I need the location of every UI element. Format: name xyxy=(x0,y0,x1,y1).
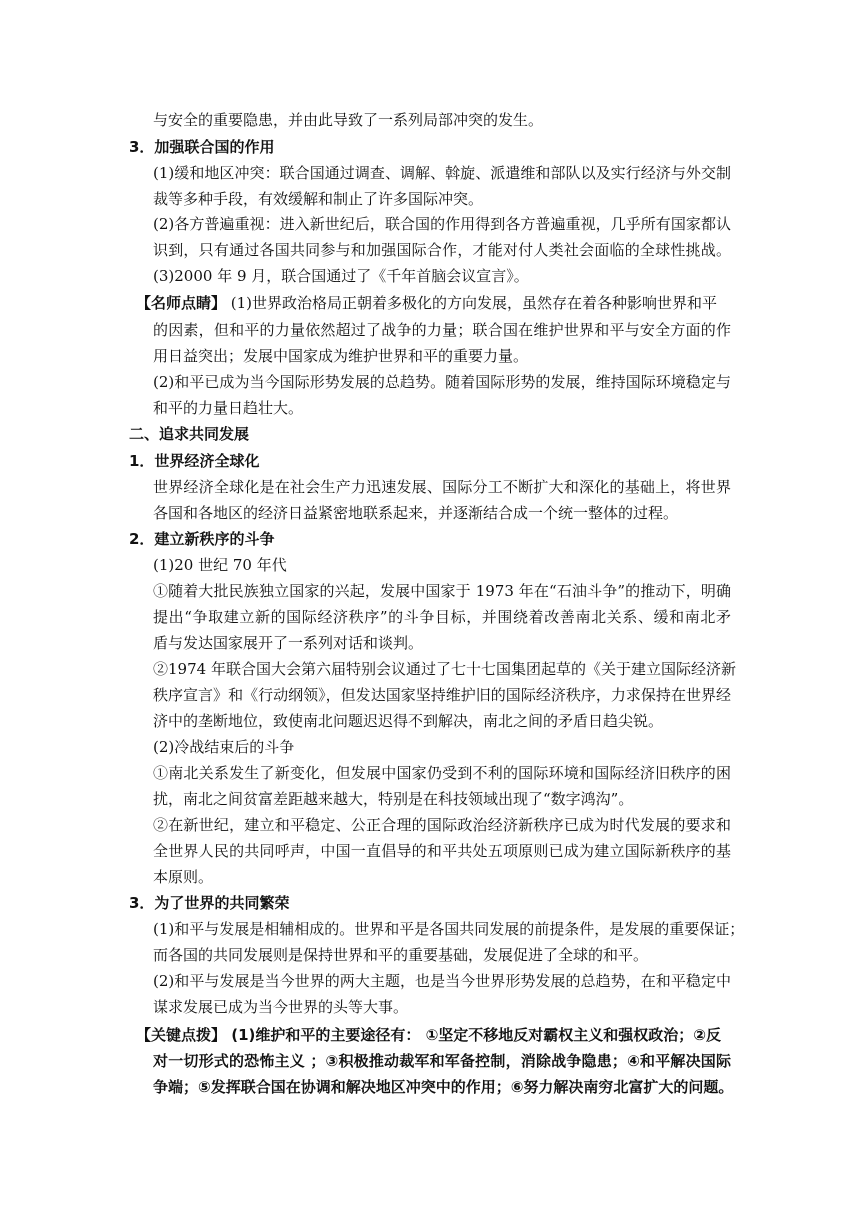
body-text: 各国和各地区的经济日益紧密地联系起来，并逐渐结合成一个统一整体的过程。 xyxy=(153,504,679,522)
section-heading: 3．加强联合国的作用 xyxy=(129,138,275,156)
body-text: 盾与发达国家展开了一系列对话和谈判。 xyxy=(153,634,424,652)
tip-text: (1)世界政治格局正朝着多极化的方向发展，虽然存在着各种影响世界和平 xyxy=(226,294,718,312)
body-text: 秩序宣言》和《行动纲领》，但发达国家坚持维护旧的国际经济秩序，力求保持在世界经 xyxy=(153,686,731,704)
body-text: 世界经济全球化是在社会生产力迅速发展、国际分工不断扩大和深化的基础上，将世界 xyxy=(153,478,731,496)
body-text: 提出“争取建立新的国际经济秩序”的斗争目标，并围绕着改善南北关系、缓和南北矛 xyxy=(153,608,731,626)
key-point-text: 对一切形式的恐怖主义 ；③积极推动裁军和军备控制，消除战争隐患；④和平解决国际 xyxy=(153,1052,731,1070)
tip-label: 【名师点睛】 xyxy=(136,294,227,312)
body-text: 与安全的重要隐患，并由此导致了一系列局部冲突的发生。 xyxy=(153,111,544,129)
body-text: (3)2000 年 9 月，联合国通过了《千年首脑会议宣言》。 xyxy=(153,267,529,285)
key-point-text: 争端；⑤发挥联合国在协调和解决地区冲突中的作用；⑥努力解决南穷北富扩大的问题。 xyxy=(153,1078,734,1096)
body-text: (1)和平与发展是相辅相成的。世界和平是各国共同发展的前提条件，是发展的重要保证； xyxy=(153,920,745,938)
body-text: 扰，南北之间贫富差距越来越大，特别是在科技领域出现了“数字鸿沟”。 xyxy=(153,790,634,808)
key-point-text: (1)维护和平的主要途径有： ①坚定不移地反对霸权主义和强权政治；②反 xyxy=(226,1026,722,1044)
body-text: 用日益突出；发展中国家成为维护世界和平的重要力量。 xyxy=(153,347,529,365)
body-text: 全世界人民的共同呼声，中国一直倡导的和平共处五项原则已成为建立国际新秩序的基 xyxy=(153,842,731,860)
body-text: (2)冷战结束后的斗争 xyxy=(153,738,295,756)
body-text: 的因素，但和平的力量依然超过了战争的力量；联合国在维护世界和平与安全方面的作 xyxy=(153,321,731,339)
key-point-label: 【关键点拨】 xyxy=(136,1026,227,1044)
body-text: 本原则。 xyxy=(153,868,214,886)
body-text: 识到，只有通过各国共同参与和加强国际合作，才能对付人类社会面临的全球性挑战。 xyxy=(153,241,731,259)
body-text: ②1974 年联合国大会第六届特别会议通过了七十七国集团起草的《关于建立国际经济新 xyxy=(153,660,736,678)
body-text: (2)和平已成为当今国际形势发展的总趋势。随着国际形势的发展，维持国际环境稳定与 xyxy=(153,373,731,391)
section-heading: 2．建立新秩序的斗争 xyxy=(129,530,275,548)
body-text: (1)缓和地区冲突：联合国通过调查、调解、斡旋、派遣维和部队以及实行经济与外交制 xyxy=(153,164,731,182)
body-text: 济中的垄断地位，致使南北问题迟迟得不到解决，南北之间的矛盾日趋尖锐。 xyxy=(153,712,664,730)
body-text: 谋求发展已成为当今世界的头等大事。 xyxy=(153,998,409,1016)
body-text: (2)各方普遍重视：进入新世纪后，联合国的作用得到各方普遍重视，几乎所有国家都认 xyxy=(153,215,731,233)
section-heading: 二、追求共同发展 xyxy=(129,425,250,443)
key-point-line xyxy=(136,1025,731,1045)
body-text: 和平的力量日趋壮大。 xyxy=(153,399,304,417)
body-text: ①随着大批民族独立国家的兴起，发展中国家于 1973 年在“石油斗争”的推动下，明确 xyxy=(153,582,731,600)
section-heading: 3．为了世界的共同繁荣 xyxy=(129,894,290,912)
body-text: ①南北关系发生了新变化，但发展中国家仍受到不利的国际环境和国际经济旧秩序的困 xyxy=(153,764,731,782)
body-text: 裁等多种手段，有效缓解和制止了许多国际冲突。 xyxy=(153,190,484,208)
body-text: ②在新世纪，建立和平稳定、公正合理的国际政治经济新秩序已成为时代发展的要求和 xyxy=(153,816,731,834)
tip-line xyxy=(136,293,731,313)
section-heading: 1．世界经济全球化 xyxy=(129,452,260,470)
body-text: (1)20 世纪 70 年代 xyxy=(153,556,287,574)
body-text: 而各国的共同发展则是保持世界和平的重要基础，发展促进了全球的和平。 xyxy=(153,946,649,964)
body-text: (2)和平与发展是当今世界的两大主题，也是当今世界形势发展的总趋势，在和平稳定中 xyxy=(153,972,731,990)
